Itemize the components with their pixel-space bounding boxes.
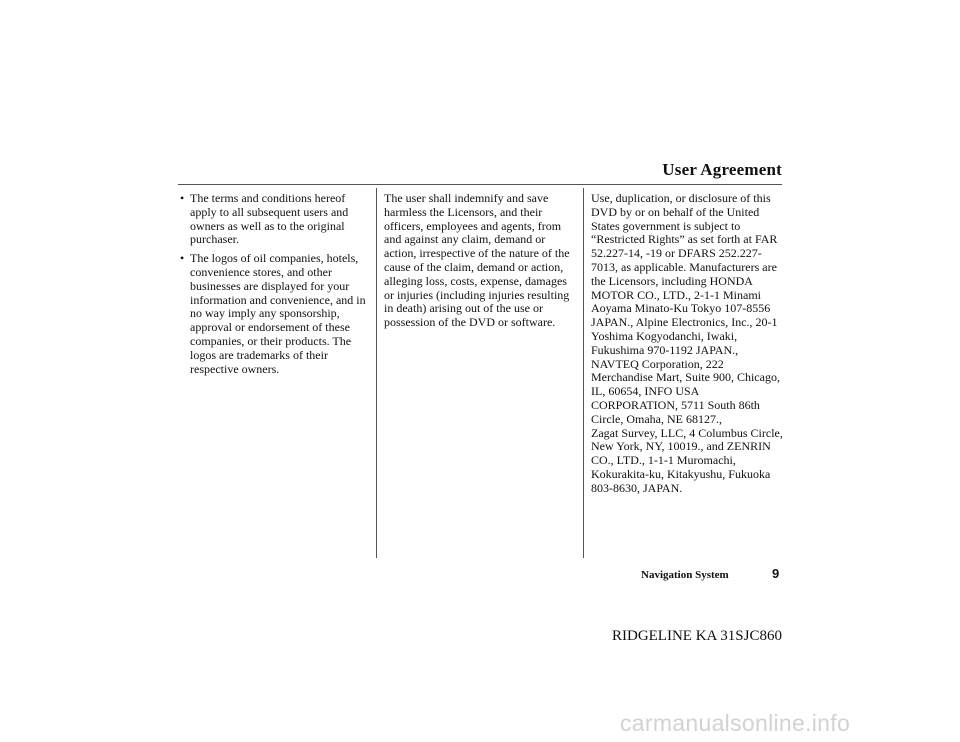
bullet-text: The terms and conditions hereof apply to all subsequent users and owners as well as to the original purchaser. <box>190 191 349 247</box>
bullet-text: The logos of oil companies, hotels, convenience stores, and other businesses are displayed for your information and convenience, and in no way imply any sponsorship, approval or endorsement of these companies, or their products. The logos are trademarks of their respective owners. <box>190 251 366 376</box>
list-item <box>178 192 374 247</box>
column-divider-right <box>583 188 584 558</box>
header-rule <box>178 184 782 185</box>
footer-page-number: 9 <box>772 566 780 581</box>
document-code: RIDGELINE KA 31SJC860 <box>611 628 782 644</box>
licensors-paragraph: Zagat Survey, LLC, 4 Columbus Circle, New York, NY, 10019., and ZENRIN CO., LTD., 1-1-1 Muromachi, Kokurakita-ku, Kitakyushu, Fukuoka 803-8630, JAPAN. <box>591 425 783 495</box>
footer-section-label: Navigation System <box>641 569 729 581</box>
list-item <box>178 252 374 376</box>
left-column <box>178 192 374 381</box>
bullet-list <box>178 192 374 376</box>
right-column <box>591 192 786 496</box>
indemnity-paragraph: The user shall indemnify and save harmless the Licensors, and their officers, employees and agents, from and against any claim, demand or action, irrespective of the nature of the cause of the claim, demand or action, alleging loss, costs, expense, damages or injuries (including injuries resulting in death) arising out of the use or possession of the DVD or software. <box>384 191 570 330</box>
restricted-rights-paragraph: Use, duplication, or disclosure of this DVD by or on behalf of the United States government is subject to “Restricted Rights” as set forth at FAR 52.227-14, -19 or DFARS 252.227-7013, as applicable. Manufacturers are the Licensors, including HONDA MOTOR CO., LTD., 2-1-1 Minami Aoyama Minato-Ku Tokyo 107-8556 JAPAN., Alpine Electronics, Inc., 20-1 Yoshima Kogyodanchi, Iwaki, Fukushima 970-1192 JAPAN., NAVTEQ Corporation, 222 Merchandise Mart, Suite 900, Chicago, IL, 60654, INFO USA CORPORATION, 5711 South 86th Circle, Omaha, NE 68127., <box>591 191 780 426</box>
middle-column <box>384 192 578 330</box>
column-divider-left <box>376 188 377 558</box>
watermark: carmanualsonline.info <box>620 710 851 736</box>
bullet-dot: • <box>180 191 185 205</box>
bullet-dot: • <box>180 251 185 266</box>
page-title: User Agreement <box>662 160 782 179</box>
